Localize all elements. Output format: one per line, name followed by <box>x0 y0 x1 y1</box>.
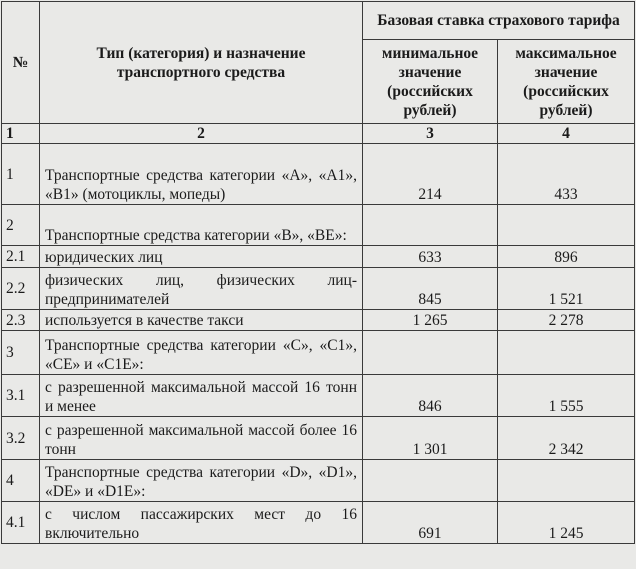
table-row <box>2 310 635 331</box>
table-row <box>2 268 635 310</box>
row-min: 214 <box>363 144 498 205</box>
row-max: 433 <box>498 144 635 205</box>
row-min <box>363 205 498 246</box>
tariff-table <box>1 1 635 544</box>
row-num: 1 <box>2 144 40 205</box>
row-max: 1 555 <box>498 375 635 417</box>
row-name: используется в качестве такси <box>40 310 363 331</box>
row-max: 1 245 <box>498 502 635 544</box>
row-num: 2.3 <box>2 310 40 331</box>
row-num: 4.1 <box>2 502 40 544</box>
row-max: 2 278 <box>498 310 635 331</box>
row-min: 691 <box>363 502 498 544</box>
header-base-rate: Базовая ставка страхового тарифа <box>363 2 635 40</box>
row-name: с разрешенной максимальной массой 16 тонн и менее <box>40 375 363 417</box>
row-num: 2.1 <box>2 246 40 268</box>
table-row <box>2 460 635 502</box>
table-row <box>2 417 635 460</box>
row-max: 2 342 <box>498 417 635 460</box>
row-name: физических лиц, физических лиц-предпринимателей <box>40 268 363 310</box>
row-name: Транспортные средства категории «С», «С1», «СЕ» и «С1Е»: <box>40 331 363 375</box>
index-cell: 2 <box>40 124 363 144</box>
row-min: 845 <box>363 268 498 310</box>
index-cell: 1 <box>2 124 40 144</box>
row-num: 3 <box>2 331 40 375</box>
table-row <box>2 205 635 246</box>
row-max <box>498 460 635 502</box>
index-cell: 4 <box>498 124 635 144</box>
row-name: с числом пассажирских мест до 16 включительно <box>40 502 363 544</box>
row-num: 3.2 <box>2 417 40 460</box>
row-min: 1 265 <box>363 310 498 331</box>
index-row <box>2 124 635 144</box>
table-row <box>2 246 635 268</box>
row-num: 2 <box>2 205 40 246</box>
header-min: минимальное значение (российских рублей) <box>363 40 498 124</box>
row-num: 4 <box>2 460 40 502</box>
row-max <box>498 331 635 375</box>
row-name: Транспортные средства категории «А», «А1», «В1» (мотоциклы, мопеды) <box>40 144 363 205</box>
row-max: 896 <box>498 246 635 268</box>
row-min: 846 <box>363 375 498 417</box>
header-max: максимальное значение (российских рублей) <box>498 40 635 124</box>
table-row <box>2 502 635 544</box>
row-num: 2.2 <box>2 268 40 310</box>
table-row <box>2 375 635 417</box>
row-min <box>363 331 498 375</box>
row-name: с разрешенной максимальной массой более 16 тонн <box>40 417 363 460</box>
row-min: 633 <box>363 246 498 268</box>
row-num: 3.1 <box>2 375 40 417</box>
header-num: № <box>2 2 40 124</box>
row-min: 1 301 <box>363 417 498 460</box>
row-max: 1 521 <box>498 268 635 310</box>
table-row <box>2 144 635 205</box>
header-type: Тип (категория) и назначение транспортного средства <box>40 2 363 124</box>
row-min <box>363 460 498 502</box>
index-cell: 3 <box>363 124 498 144</box>
row-max <box>498 205 635 246</box>
table-row <box>2 331 635 375</box>
row-name: Транспортные средства категории «В», «ВЕ»: <box>40 205 363 246</box>
row-name: Транспортные средства категории «D», «D1», «DE» и «D1E»: <box>40 460 363 502</box>
row-name: юридических лиц <box>40 246 363 268</box>
